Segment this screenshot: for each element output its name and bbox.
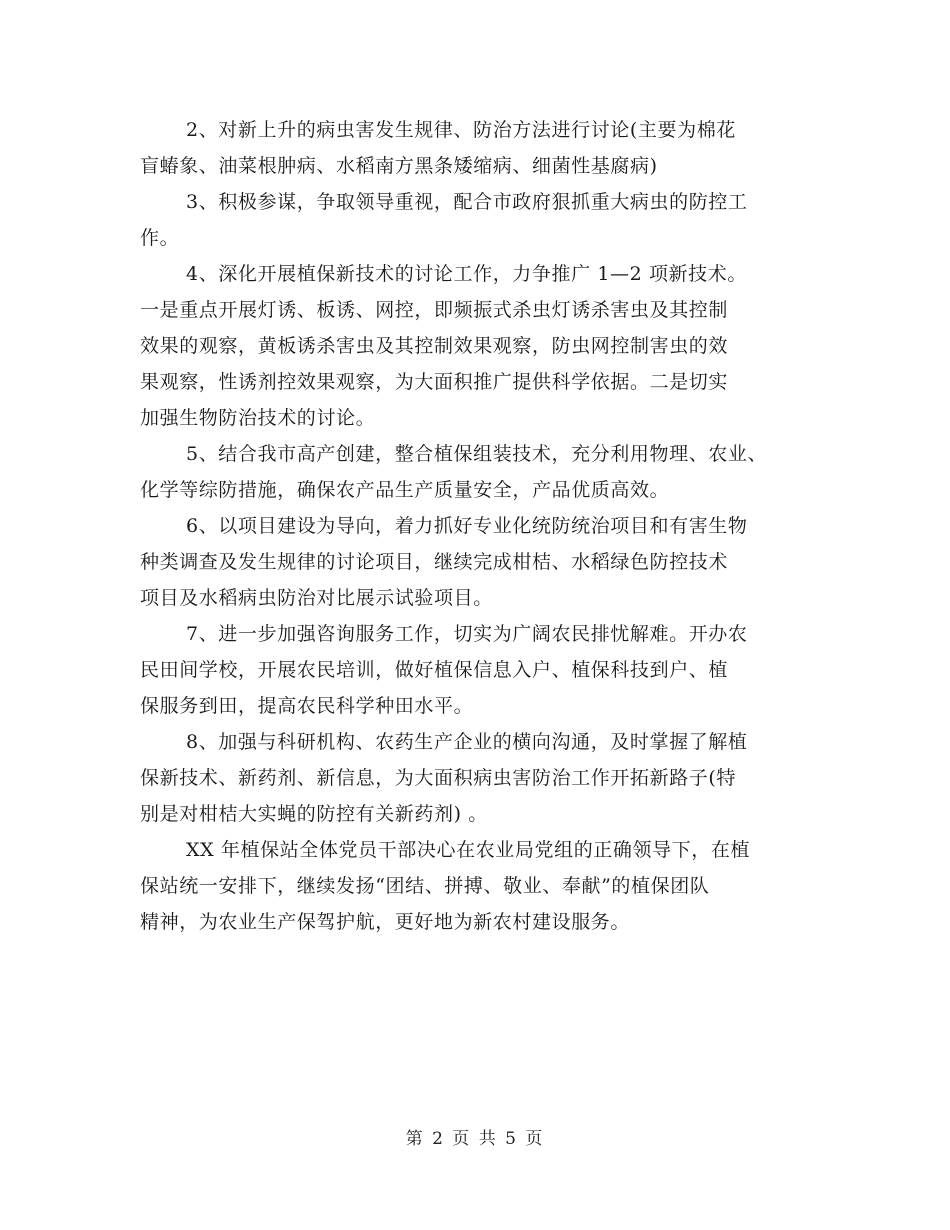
text-line: 效果的观察，黄板诱杀害虫及其控制效果观察，防虫网控制害虫的效 [140,335,729,357]
text-line: 2、对新上升的病虫害发生规律、防治方法进行讨论(主要为棉花 [186,119,736,141]
paragraph-item-8 [140,724,820,832]
text-line: 盲蝽象、油菜根肿病、水稻南方黑条矮缩病、细菌性基腐病) [140,155,658,177]
paragraph-item-3 [140,184,820,256]
text-line: 保站统一安排下，继续发扬“团结、拼搏、敬业、奉献”的植保团队 [140,875,710,897]
text-line: 项目及水稻病虫防治对比展示试验项目。 [140,587,493,609]
text-line: 精神，为农业生产保驾护航，更好地为新农村建设服务。 [140,911,631,933]
text-line: XX 年植保站全体党员干部决心在农业局党组的正确领导下，在植 [186,839,751,861]
text-line: 种类调查及发生规律的讨论项目，继续完成柑桔、水稻绿色防控技术 [140,551,729,573]
text-line: 加强生物防治技术的讨论。 [140,407,376,429]
paragraph-closing [140,832,820,940]
text-line: 8、加强与科研机构、农药生产企业的横向沟通，及时掌握了解植 [186,731,748,753]
text-line: 4、深化开展植保新技术的讨论工作，力争推广 1—2 项新技术。 [186,263,747,285]
paragraph-item-5 [140,436,820,508]
text-line: 别是对柑桔大实蝇的防控有关新药剂) 。 [140,803,488,825]
document-body [140,112,820,940]
text-line: 5、结合我市高产创建，整合植保组装技术，充分利用物理、农业、 [186,443,768,465]
paragraph-item-7 [140,616,820,724]
paragraph-item-2 [140,112,820,184]
text-line: 6、以项目建设为导向，着力抓好专业化统防统治项目和有害生物 [186,515,748,537]
text-line: 作。 [140,227,180,249]
text-line: 一是重点开展灯诱、板诱、网控，即频振式杀虫灯诱杀害虫及其控制 [140,299,729,321]
paragraph-item-4 [140,256,820,436]
page-number-footer: 第 2 页 共 5 页 [405,1129,545,1149]
text-line: 民田间学校，开展农民培训，做好植保信息入户、植保科技到户、植 [140,659,729,681]
text-line: 保服务到田，提高农民科学种田水平。 [140,695,474,717]
text-line: 化学等综防措施，确保农产品生产质量安全，产品优质高效。 [140,479,670,501]
text-line: 果观察，性诱剂控效果观察，为大面积推广提供科学依据。二是切实 [140,371,729,393]
text-line: 7、进一步加强咨询服务工作，切实为广阔农民排忧解难。开办农 [186,623,748,645]
text-line: 3、积极参谋，争取领导重视，配合市政府狠抓重大病虫的防控工 [186,191,748,213]
paragraph-item-6 [140,508,820,616]
text-line: 保新技术、新药剂、新信息，为大面积病虫害防治工作开拓新路子(特 [140,767,737,789]
